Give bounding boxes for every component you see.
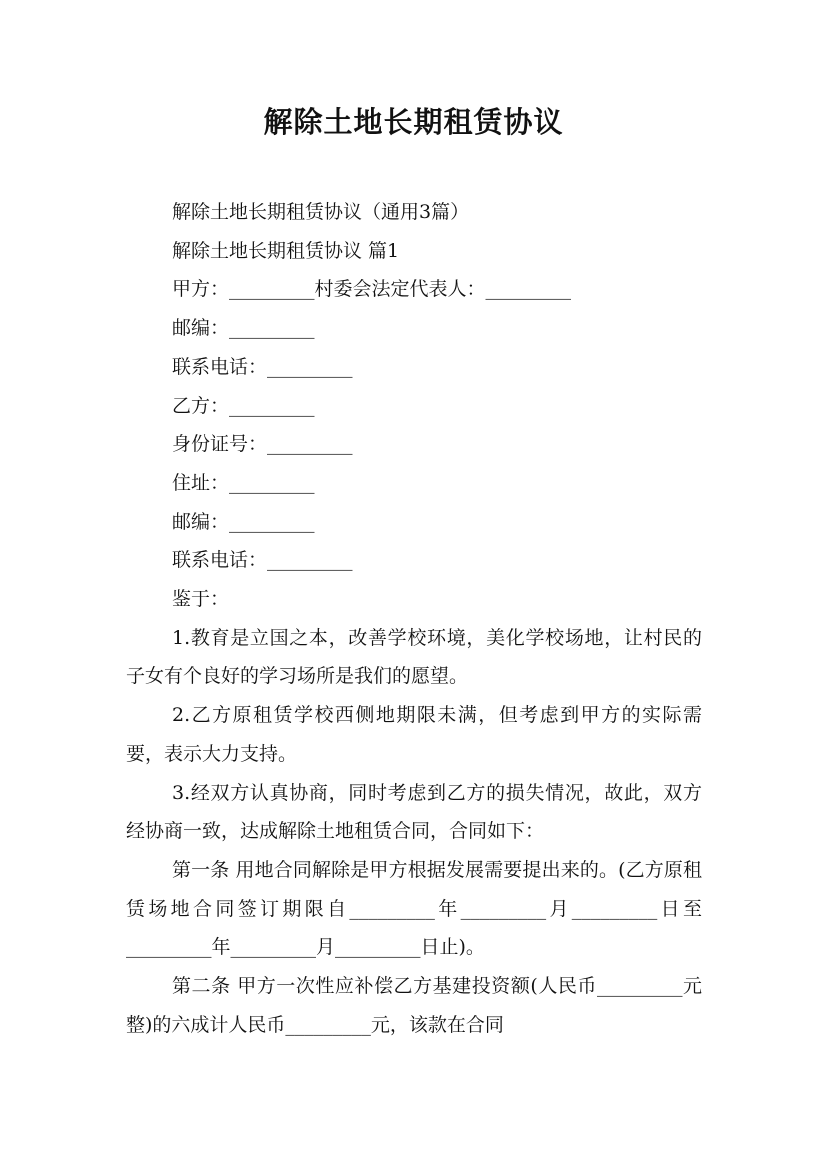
recital-2: 2.乙方原租赁学校西侧地期限未满，但考虑到甲方的实际需要，表示大力支持。 <box>126 704 702 765</box>
recital-3: 3.经双方认真协商，同时考虑到乙方的损失情况，故此，双方经协商一致，达成解除土地租赁合同，合同如下： <box>126 781 702 843</box>
party-b-phone: 联系电话：_________ <box>172 549 353 572</box>
party-a-postcode: 邮编：_________ <box>172 317 315 340</box>
party-b-id-number: 身份证号：_________ <box>172 433 353 456</box>
document-body <box>126 193 702 1044</box>
doc-subtitle: 解除土地长期租赁协议（通用3篇） <box>172 201 470 223</box>
page-title: 解除土地长期租赁协议 <box>263 105 564 139</box>
recital-1: 1.教育是立国之本，改善学校环境，美化学校场地，让村民的子女有个良好的学习场所是我们的愿望。 <box>126 626 702 688</box>
whereas-heading: 鉴于： <box>172 588 230 611</box>
section-heading: 解除土地长期租赁协议 篇1 <box>172 239 400 262</box>
party-a-line: 甲方：_________村委会法定代表人：_________ <box>172 278 572 301</box>
party-b-line: 乙方：_________ <box>172 394 315 417</box>
article-2: 第二条 甲方一次性应补偿乙方基建投资额(人民币_________元整)的六成计人民币_________元，该款在合同 <box>126 975 702 1036</box>
party-b-postcode: 邮编：_________ <box>172 510 315 533</box>
party-b-address: 住址：_________ <box>172 471 315 494</box>
article-1: 第一条 用地合同解除是甲方根据发展需要提出来的。(乙方原租赁场地合同签订期限自_________年_________月_________日至_________年_________月_________日止)。 <box>126 858 702 959</box>
party-a-phone: 联系电话：_________ <box>172 355 353 378</box>
